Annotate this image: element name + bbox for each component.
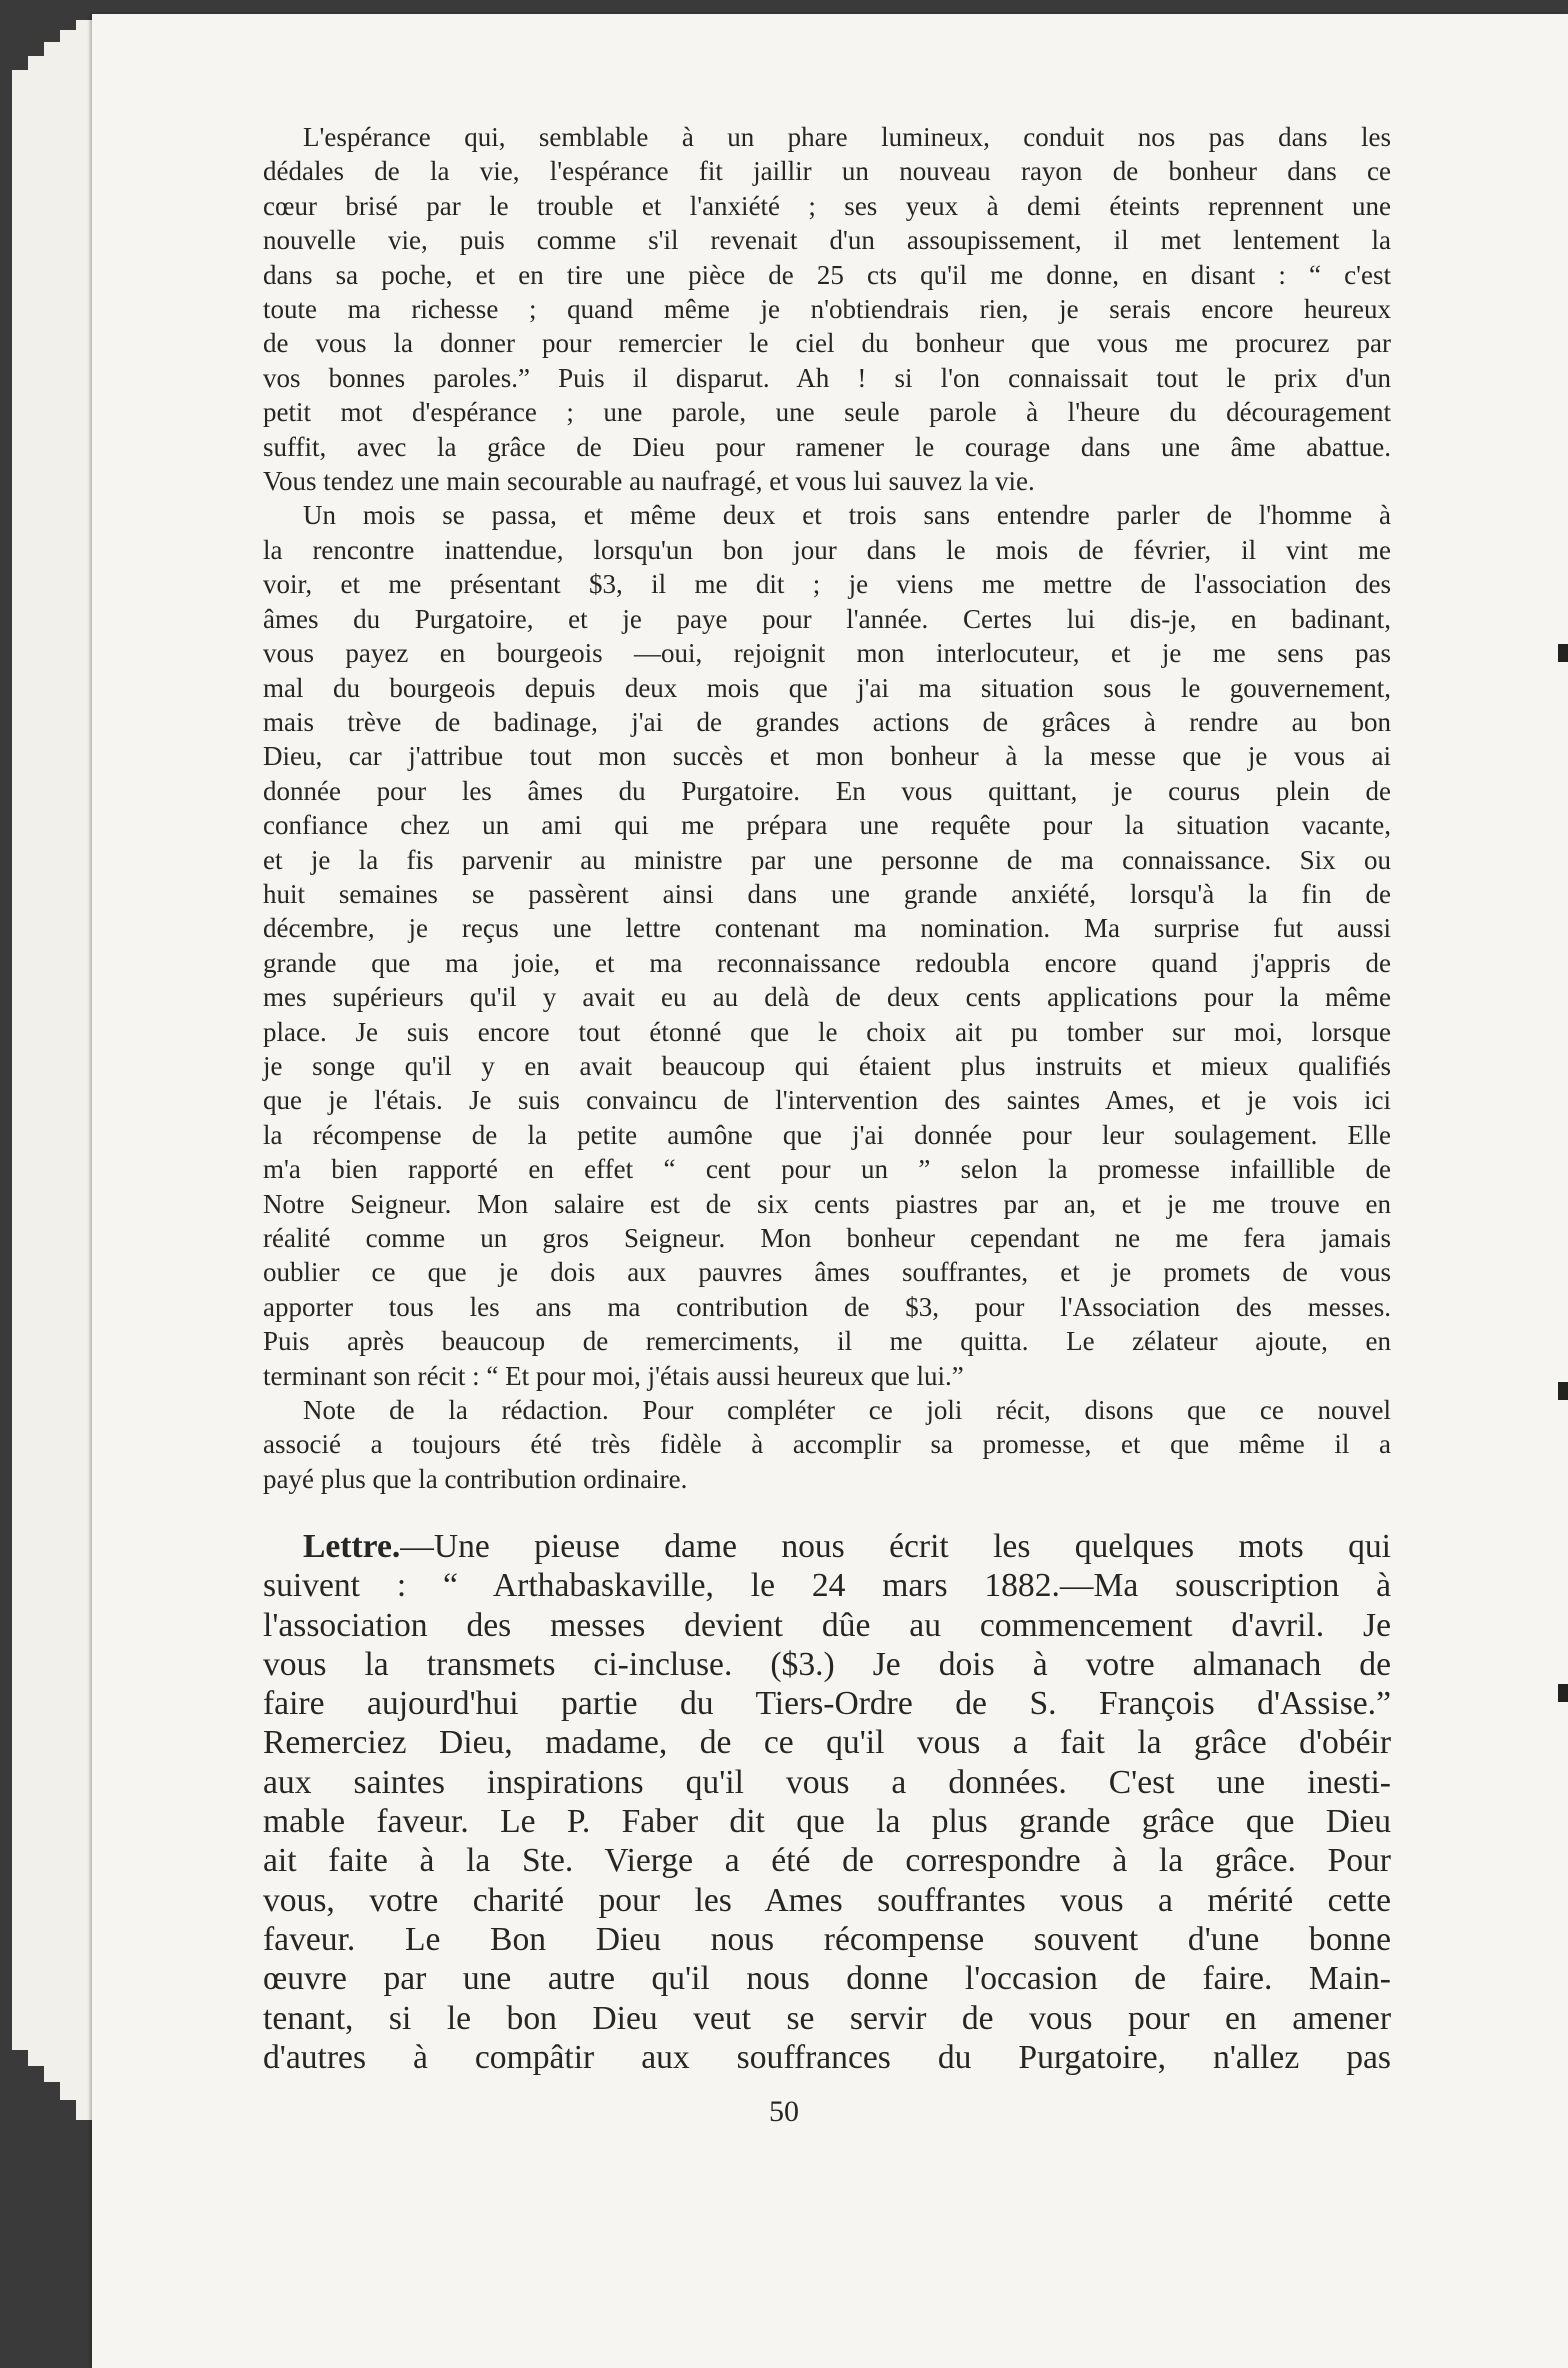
text-line: nouvelle vie, puis comme s'il revenait d'un assoupissement, il met lentement la <box>263 225 1391 256</box>
text-line: d'autres à compâtir aux souffrances du Purgatoire, n'allez pas <box>263 2038 1391 2076</box>
text-line: huit semaines se passèrent ainsi dans une grande anxiété, lorsqu'à la fin de <box>263 878 1391 909</box>
page-number: 50 <box>769 2095 799 2128</box>
scan-margin-mark <box>1558 1382 1568 1400</box>
text-line: confiance chez un ami qui me prépara une requête pour la situation vacante, <box>263 810 1391 841</box>
text-line: terminant son récit : “ Et pour moi, j'étais aussi heureux que lui.” <box>263 1360 964 1391</box>
letter-heading: Lettre. <box>303 1528 401 1565</box>
text-line: place. Je suis encore tout étonné que le choix ait pu tomber sur moi, lorsque <box>263 1016 1391 1047</box>
text-line: voir, et me présentant $3, il me dit ; je viens me mettre de l'association des <box>263 569 1391 600</box>
text-line: Note de la rédaction. Pour compléter ce joli récit, disons que ce nouvel <box>303 1395 1391 1426</box>
text-line: et je la fis parvenir au ministre par une personne de ma connaissance. Six ou <box>263 844 1391 875</box>
text-line: donnée pour les âmes du Purgatoire. En vous quittant, je courus plein de <box>263 775 1391 806</box>
text-line: vous, votre charité pour les Ames souffrantes vous a mérité cette <box>263 1881 1391 1919</box>
story-text <box>263 120 1391 1496</box>
text-line: Puis après beaucoup de remerciments, il me quitta. Le zélateur ajoute, en <box>263 1326 1391 1357</box>
text-line: suffit, avec la grâce de Dieu pour ramener le courage dans une âme abattue. <box>263 431 1391 462</box>
text-line: décembre, je reçus une lettre contenant ma nomination. Ma surprise fut aussi <box>263 913 1391 944</box>
text-line: L'espérance qui, semblable à un phare lumineux, conduit nos pas dans les <box>303 122 1391 152</box>
text-line: aux saintes inspirations qu'il vous a données. C'est une inesti- <box>263 1763 1391 1801</box>
text-line: Notre Seigneur. Mon salaire est de six cents piastres par an, et je me trouve en <box>263 1188 1391 1219</box>
text-line: m'a bien rapporté en effet “ cent pour un ” selon la promesse infaillible de <box>263 1154 1391 1185</box>
paragraph <box>263 120 1391 498</box>
text-line: je songe qu'il y en avait beaucoup qui étaient plus instruits et mieux qualifiés <box>263 1050 1391 1081</box>
text-line: tenant, si le bon Dieu veut se servir de vous pour en amener <box>263 1999 1391 2037</box>
text-line: ait faite à la Ste. Vierge a été de correspondre à la grâce. Pour <box>263 1842 1391 1880</box>
paragraph <box>263 1393 1391 1496</box>
text-line <box>263 1527 1391 1566</box>
text-line: la récompense de la petite aumône que j'ai donnée pour leur soulagement. Elle <box>263 1119 1391 1150</box>
text-line: que je l'étais. Je suis convaincu de l'intervention des saintes Ames, et je vois ici <box>263 1085 1391 1116</box>
text-line: mais trève de badinage, j'ai de grandes actions de grâces à rendre au bon <box>263 706 1391 737</box>
text-line: oublier ce que je dois aux pauvres âmes souffrantes, et je promets de vous <box>263 1257 1391 1288</box>
text-line: mable faveur. Le P. Faber dit que la plus grande grâce que Dieu <box>263 1803 1391 1841</box>
scan-margin-mark <box>1558 644 1568 662</box>
text-line: Dieu, car j'attribue tout mon succès et mon bonheur à la messe que je vous ai <box>263 741 1391 772</box>
text-line: apporter tous les ans ma contribution de $3, pour l'Association des messes. <box>263 1291 1391 1322</box>
text-line: cœur brisé par le trouble et l'anxiété ; ses yeux à demi éteints reprennent une <box>263 190 1391 221</box>
paragraph <box>263 498 1391 1393</box>
text-line: âmes du Purgatoire, et je paye pour l'année. Certes lui dis-je, en badinant, <box>263 603 1391 634</box>
text-line: faveur. Le Bon Dieu nous récompense souvent d'une bonne <box>263 1920 1391 1958</box>
text-line: mal du bourgeois depuis deux mois que j'ai ma situation sous le gouvernement, <box>263 672 1391 703</box>
text-line: grande que ma joie, et ma reconnaissance redoubla encore quand j'appris de <box>263 947 1391 978</box>
text-line: associé a toujours été très fidèle à accomplir sa promesse, et que même il a <box>263 1429 1391 1460</box>
text-line: faire aujourd'hui partie du Tiers-Ordre de S. François d'Assise.” <box>263 1685 1391 1723</box>
text-line: réalité comme un gros Seigneur. Mon bonheur cependant ne me fera jamais <box>263 1223 1391 1253</box>
text-line: œuvre par une autre qu'il nous donne l'occasion de faire. Main- <box>263 1960 1391 1998</box>
text-line: petit mot d'espérance ; une parole, une seule parole à l'heure du découragement <box>263 397 1391 428</box>
text-line: de vous la donner pour remercier le ciel du bonheur que vous me procurez par <box>263 328 1391 359</box>
text-line: payé plus que la contribution ordinaire. <box>263 1463 688 1494</box>
text-line: suivent : “ Arthabaskaville, le 24 mars 1882.—Ma souscription à <box>263 1567 1391 1605</box>
text-line: Vous tendez une main secourable au naufragé, et vous lui sauvez la vie. <box>263 466 1035 497</box>
text-line: mes supérieurs qu'il y avait eu au delà de deux cents applications pour la même <box>263 982 1391 1013</box>
text-line: dans sa poche, et en tire une pièce de 25 cts qu'il me donne, en disant : “ c'est <box>263 259 1391 290</box>
text-line: l'association des messes devient dûe au commencement d'avril. Je <box>263 1606 1391 1644</box>
text-line: vous payez en bourgeois —oui, rejoignit mon interlocuteur, et je me sens pas <box>263 638 1391 669</box>
text-line: Un mois se passa, et même deux et trois sans entendre parler de l'homme à <box>303 500 1391 531</box>
text-line: la rencontre inattendue, lorsqu'un bon jour dans le mois de février, il vint me <box>263 534 1391 565</box>
scan-margin-mark <box>1558 1684 1568 1702</box>
text-line: dédales de la vie, l'espérance fit jaillir un nouveau rayon de bonheur dans ce <box>263 156 1391 187</box>
text-line: Remerciez Dieu, madame, de ce qu'il vous a fait la grâce d'obéir <box>263 1724 1391 1762</box>
text-line: vous la transmets ci-incluse. ($3.) Je dois à votre almanach de <box>263 1645 1391 1683</box>
letter-intro: —Une pieuse dame nous écrit les quelques mots qui <box>400 1528 1391 1565</box>
text-line: toute ma richesse ; quand même je n'obtiendrais rien, je serais encore heureux <box>263 294 1391 325</box>
letter-paragraph <box>263 1527 1391 2077</box>
text-line: vos bonnes paroles.” Puis il disparut. Ah ! si l'on connaissait tout le prix d'un <box>263 362 1391 393</box>
